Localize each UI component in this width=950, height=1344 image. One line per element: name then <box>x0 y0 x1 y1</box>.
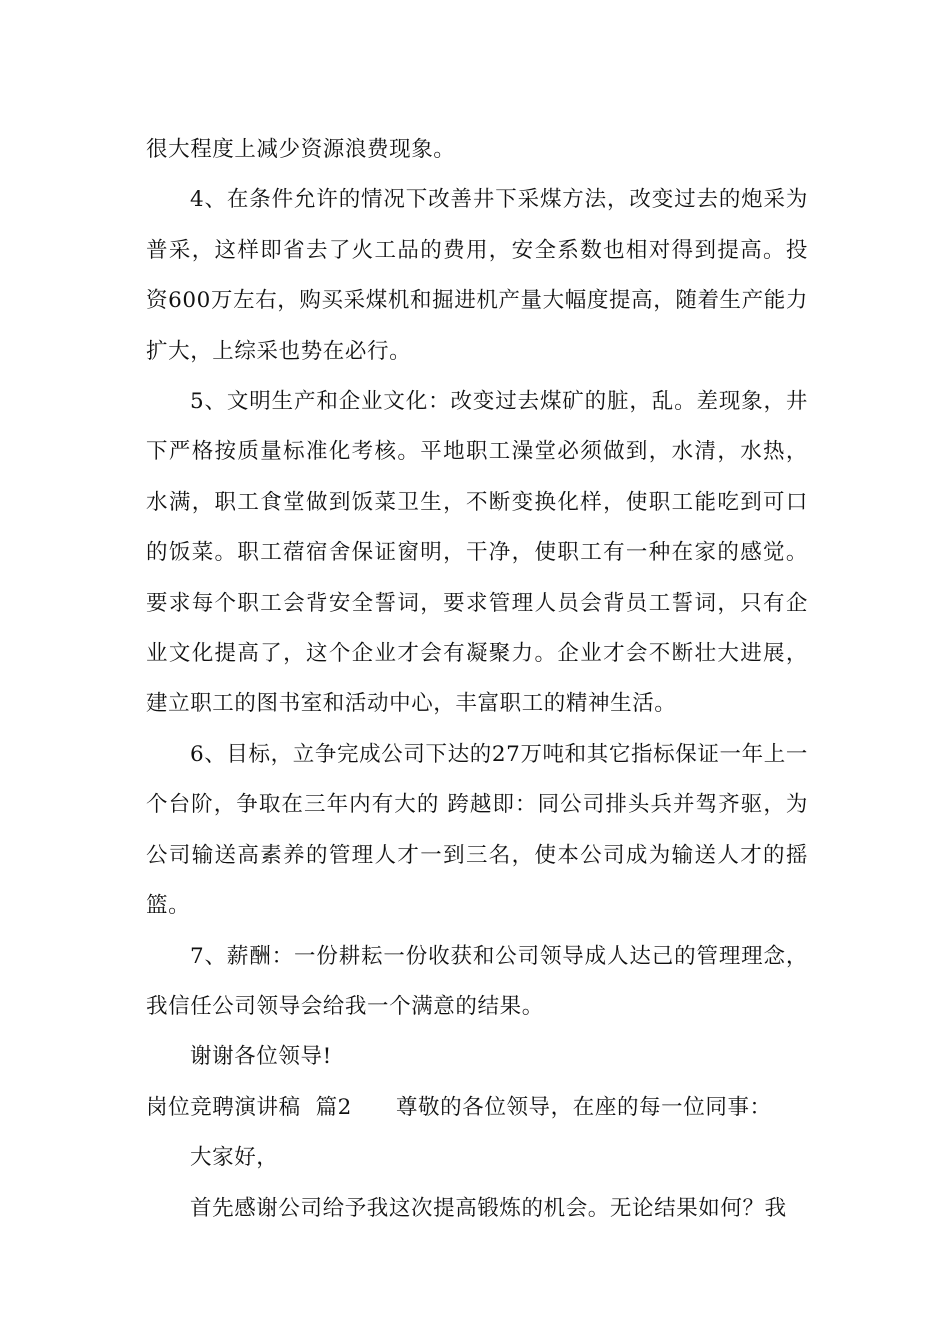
paragraph-item-7: 7、薪酬：一份耕耘一份收获和公司领导成人达己的管理理念，我信任公司领导会给我一个满意的结果。 <box>146 943 808 1019</box>
paragraph-item-4: 4、在条件允许的情况下改善井下采煤方法，改变过去的炮采为普采，这样即省去了火工品的费用，安全系数也相对得到提高。投资600万左右，购买采煤机和掘进机产量大幅度提高，随着生产能力扩大，上综采也势在必行。 <box>146 187 808 364</box>
paragraph-greeting: 大家好， <box>190 1145 279 1171</box>
paragraph-continuation: 很大程度上减少资源浪费现象。 <box>146 137 456 162</box>
paragraph-thanks: 谢谢各位领导! <box>190 1044 332 1070</box>
paragraph-opening: 首先感谢公司给予我这次提高锻炼的机会。无论结果如何？我 <box>190 1195 787 1221</box>
section-title: 岗位竞聘演讲稿 篇2 <box>146 1094 352 1120</box>
document-body <box>146 125 808 1234</box>
paragraph-item-5: 5、文明生产和企业文化：改变过去煤矿的脏，乱。差现象，井下严格按质量标准化考核。平地职工澡堂必须做到，水清，水热，水满，职工食堂做到饭菜卫生，不断变换化样，使职工能吃到可口的饭菜。职工蓿宿舍保证窗明，干净，使职工有一种在家的感觉。要求每个职工会背安全誓词，要求管理人员会背员工誓词，只有企业文化提高了，这个企业才会有凝聚力。企业才会不断壮大进展，建立职工的图书室和活动中心，丰富职工的精神生活。 <box>146 389 808 717</box>
salutation: 尊敬的各位领导，在座的每一位同事： <box>395 1094 772 1120</box>
section-heading <box>146 1083 808 1133</box>
paragraph-item-6: 6、目标，立争完成公司下达的27万吨和其它指标保证一年上一个台阶，争取在三年内有大的 跨越即：同公司排头兵并驾齐驱，为公司输送高素养的管理人才一到三名，使本公司成为输送人才的摇篮。 <box>146 741 808 919</box>
